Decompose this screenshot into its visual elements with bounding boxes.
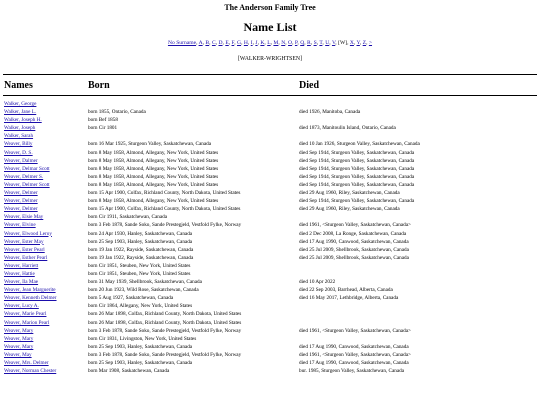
person-link[interactable]: Weaver, Ester Pearl [4,246,45,253]
name-cell [4,343,86,351]
alphabet-link[interactable]: M [273,40,279,46]
alphabet-separator: , [310,40,314,46]
alphabet-link[interactable]: P [294,40,298,46]
name-list [0,100,540,375]
person-link[interactable]: Weaver, Ila Mae [4,279,39,286]
person-link[interactable]: Weaver, Mary [4,327,34,334]
died-cell: died 29 Aug 1960, Riley, Saskatchewan, Canada [299,206,400,213]
name-cell [4,270,86,278]
page-title: Name List [243,20,297,34]
table-row [0,189,540,197]
born-cell: born 8 May 1858, Almond, Allegany, New York, United States [88,181,219,188]
born-cell: born 15 Apr 1900, Colfax, Richland County, North Dakota, United States [88,190,241,197]
alphabet-link[interactable]: G [237,40,242,46]
table-row [0,302,540,310]
table-row [0,262,540,270]
died-cell: died 1961, <Sturgeon Valley, Saskatchewan, Canada> [299,327,411,334]
alphabet-link[interactable]: X [349,40,354,46]
alphabet-link[interactable]: V [331,40,336,46]
table-row [0,221,540,229]
name-cell [4,221,86,229]
person-link[interactable]: Weaver, Esther Pearl [4,254,48,261]
name-cell [4,108,86,116]
born-cell: born Mar 1908, Saskatchewan, Canada [88,368,170,375]
alphabet-link[interactable]: No Surname [167,40,197,46]
site-title: The Anderson Family Tree [224,3,316,12]
born-cell: born 8 May 1858, Almond, Allegany, New York, United States [88,165,219,172]
name-cell [4,197,86,205]
born-cell: born Cir 1851, Steuben, New York, United States [88,270,191,277]
table-row [0,116,540,124]
alphabet-current-letter: [W] [338,40,348,46]
born-cell: born Cir 1851, Steuben, New York, United States [88,262,191,269]
person-link[interactable]: Weaver, Mary [4,335,34,342]
born-cell: born 16 Mar 1925, Sturgeon Valley, Saskatchewan, Canada [88,141,212,148]
died-cell: died 10 Jan 1926, Sturgeon Valley, Saskatchewan, Canada [299,141,420,148]
born-cell: born 20 Jun 1923, Wild Rose, Saskatchewan, Canada [88,287,199,294]
alphabet-link[interactable]: A [198,40,203,46]
died-cell: died Sep 1944, Sturgeon Valley, Saskatchewan, Canada [299,165,415,172]
alphabet-link[interactable]: C [211,40,216,46]
name-cell [4,230,86,238]
died-cell: died 1926, Manitoba, Canada [299,109,361,116]
table-row [0,343,540,351]
name-cell [4,149,86,157]
person-link[interactable]: Weaver, Delmer Scott [4,181,50,188]
table-row [0,327,540,335]
died-cell: died 17 Aug 1990, Canwood, Saskatchewan, Canada [299,360,409,366]
table-row [0,238,540,246]
alphabet-link[interactable]: Q [300,40,305,46]
name-cell [4,205,86,213]
died-cell: died Sep 1944, Sturgeon Valley, Saskatchewan, Canada [299,173,415,180]
alphabet-separator: , [247,40,251,46]
person-link[interactable]: Weaver, Elvine [4,222,36,229]
died-cell: died 25 Jul 2009, Shellbrook, Saskatchewan, Canada [299,254,409,261]
person-link[interactable]: Weaver, Elsie May [4,214,44,221]
table-row [0,254,540,262]
born-cell: born 3 Feb 1878, Sande Soko, Sande Prestegjeld, Vestfold Fylke, Norway [88,327,242,334]
alphabet-separator: , [202,40,206,46]
born-cell: born 25 Sep 1903, Hanley, Saskatchewan, Canada [88,238,193,245]
alphabet-separator: , [322,40,326,46]
table-row [0,359,540,367]
alphabet-separator: , [241,40,244,46]
column-header-born: Born [88,80,110,91]
name-cell [4,157,86,165]
alphabet-link[interactable]: B [205,40,210,46]
table-row [0,286,540,294]
alphabet-separator: , [257,40,261,46]
alphabet-separator: , [359,40,363,46]
alphabet-nav [0,40,540,46]
person-link[interactable]: Weaver, Delmer S. [4,173,44,180]
table-row [0,165,540,173]
name-cell [4,254,86,262]
alphabet-link[interactable]: K [260,40,265,46]
table-row [0,197,540,205]
born-cell: born 8 May 1858, Almond, Allegany, New York, United States [88,198,219,205]
person-link[interactable]: Weaver, Ester May [4,238,44,245]
person-link[interactable]: Weaver, Hattie [4,270,35,277]
born-cell: born 19 Jan 1922, Rayside, Saskatchewan, Canada [88,254,194,261]
table-row [0,351,540,359]
person-link[interactable]: Walker, Jane L. [4,109,37,116]
person-link[interactable]: Weaver, Harriett [4,262,39,269]
died-cell: died Sep 1944, Sturgeon Valley, Saskatchewan, Canada [299,157,415,164]
person-link[interactable]: Walker, Joseph H. [4,117,42,124]
born-cell: born 3 Feb 1878, Sande Soko, Sande Prestegjeld, Vestfold Fylke, Norway [88,222,242,229]
name-cell [4,335,86,343]
name-cell [4,189,86,197]
born-cell: born 24 Apr 1930, Hanley, Saskatchewan, Canada [88,230,193,237]
alphabet-separator: , [270,40,274,46]
died-cell: died 1873, Manitoulin Island, Ontario, Canada [299,125,396,132]
current-range: [WALKER-WRIGHTSEN] [237,56,303,62]
name-cell [4,213,86,221]
name-cell [4,124,86,132]
name-cell [4,286,86,294]
alphabet-separator: , [264,40,268,46]
table-row [0,246,540,254]
name-cell [4,310,86,318]
alphabet-link[interactable]: R [307,40,311,46]
alphabet-separator: , [196,40,199,46]
born-cell: born 25 Sep 1903, Hanley, Saskatchewan, Canada [88,360,193,366]
alphabet-link[interactable]: J [255,40,258,46]
table-row [0,157,540,165]
person-link[interactable]: Weaver, Marie Pearl [4,311,47,318]
alphabet-link[interactable]: N [281,40,286,46]
alphabet-separator: , [297,40,301,46]
name-cell [4,140,86,148]
name-cell [4,165,86,173]
person-link[interactable]: Weaver, Marion Pearl [4,319,50,326]
person-link[interactable]: Weaver, Delmar Scott [4,165,50,172]
table-row [0,173,540,181]
alphabet-link[interactable]: U [325,40,330,46]
born-cell: born Cir 1864, Allegany, New York, United States [88,303,193,310]
table-row [0,213,540,221]
table-row [0,149,540,157]
table-row [0,367,540,375]
alphabet-separator: , [335,40,339,46]
born-cell: born 26 Mar 1898, Colfax, Richland County, North Dakota, United States [88,311,242,318]
person-link[interactable]: Weaver, Jean Marguerite [4,287,56,294]
name-cell [4,116,86,124]
table-row [0,124,540,132]
person-link[interactable]: Weaver, Dalmer [4,157,38,164]
died-cell: died 1961, <Sturgeon Valley, Saskatchewan, Canada> [299,351,411,358]
table-row [0,335,540,343]
name-cell [4,132,86,140]
died-cell: died Sep 1944, Sturgeon Valley, Saskatchewan, Canada [299,198,415,205]
born-cell: born Cir 1801 [88,125,118,132]
name-cell [4,294,86,302]
name-cell [4,367,86,375]
born-cell: born 26 Mar 1898, Colfax, Richland County, North Dakota, United States [88,319,242,326]
born-cell: born 5 Aug 1927, Saskatchewan, Canada [88,295,174,302]
alphabet-separator: , [329,40,332,46]
alphabet-link[interactable]: S [313,40,317,46]
died-cell: died Sep 1944, Sturgeon Valley, Saskatchewan, Canada [299,149,415,156]
alphabet-link[interactable]: H [243,40,248,46]
person-link[interactable]: Weaver, Billy [4,141,33,148]
alphabet-separator: , [347,40,350,46]
table-row [0,205,540,213]
died-cell: died 25 Jul 2009, Shellbrook, Saskatchewan, Canada [299,246,409,253]
alphabet-link[interactable]: Y [356,40,360,46]
person-link[interactable]: Weaver, Mary [4,343,34,350]
name-cell [4,181,86,189]
alphabet-separator: , [234,40,238,46]
died-cell: died 10 Apr 2022 [299,279,336,286]
name-cell [4,302,86,310]
born-cell: born 8 May 1858, Almond, Allegany, New York, United States [88,157,219,164]
alphabet-link[interactable]: E [225,40,229,46]
alphabet-link[interactable]: O [288,40,293,46]
alphabet-link[interactable]: L [267,40,271,46]
alphabet-separator: , [285,40,289,46]
alphabet-separator: , [353,40,357,46]
name-cell [4,327,86,335]
person-link[interactable]: Weaver, Elwood Leroy [4,230,52,237]
died-cell: died 17 Aug 1990, Canwood, Saskatchewan, Canada [299,343,409,350]
table-row [0,140,540,148]
born-cell: born Bef 1858 [88,117,118,124]
person-link[interactable]: Weaver, Kenneth Delmer [4,295,57,302]
alphabet-separator: , [292,40,295,46]
alphabet-separator: , [278,40,282,46]
alphabet-link[interactable]: I [250,40,253,46]
died-cell: died 2 Dec 2008, La Ronge, Saskatchewan, Canada [299,230,407,237]
divider [3,74,537,75]
person-link[interactable]: Weaver, Delmer [4,198,38,205]
died-cell: died 22 Sep 2003, Barrhead, Alberta, Canada [299,287,393,294]
name-cell [4,173,86,181]
table-row [0,230,540,238]
person-link[interactable]: Weaver, Mrs. Delmer [4,360,49,366]
alphabet-link[interactable]: Z [362,40,367,46]
person-link[interactable]: Walker, Joseph [4,125,36,132]
alphabet-separator: , [222,40,226,46]
table-row [0,108,540,116]
table-row [0,181,540,189]
born-cell: born Cir 1831, Livingston, New York, United States [88,335,197,342]
name-cell [4,278,86,286]
alphabet-separator: , [316,40,320,46]
person-link[interactable]: Weaver, Norman Chester [4,368,57,375]
person-link[interactable]: Weaver, Delmer [4,190,38,197]
name-cell [4,238,86,246]
table-row [0,319,540,327]
column-header-died: Died [299,80,319,91]
died-cell: died Sep 1944, Sturgeon Valley, Saskatchewan, Canada [299,181,415,188]
name-cell [4,262,86,270]
born-cell: born 8 May 1858, Almond, Allegany, New York, United States [88,173,219,180]
person-link[interactable]: Walker, Sarah [4,133,34,140]
table-row [0,294,540,302]
name-cell [4,351,86,359]
person-link[interactable]: Weaver, D. S. [4,149,33,156]
alphabet-separator: , [304,40,308,46]
alphabet-separator: , [215,40,219,46]
born-cell: born Cir 1911, Saskatchewan, Canada [88,214,168,221]
alphabet-link[interactable]: > [368,40,373,46]
table-row [0,278,540,286]
alphabet-separator: , [252,40,256,46]
died-cell: died 16 May 2017, Lethbridge, Alberta, Canada [299,295,399,302]
died-cell: bur. 1985, Sturgeon Valley, Saskatchewan, Canada [299,368,405,375]
born-cell: born 8 May 1858, Almond, Allegany, New York, United States [88,149,219,156]
name-cell [4,100,86,108]
column-header-names: Names [4,80,33,91]
born-cell: born 15 Apr 1900, Colfax, Richland County, North Dakota, United States [88,206,241,213]
born-cell: born 3 Feb 1878, Sande Soko, Sande Prestegjeld, Vestfold Fylke, Norway [88,351,242,358]
person-link[interactable]: Walker, George [4,101,37,107]
alphabet-separator: , [228,40,232,46]
table-row [0,310,540,318]
born-cell: born 1855, Ontario, Canada [88,109,146,116]
born-cell: born 25 Sep 1903, Hanley, Saskatchewan, Canada [88,343,193,350]
born-cell: born 19 Jan 1922, Rayside, Saskatchewan, Canada [88,246,194,253]
name-cell [4,246,86,254]
alphabet-separator: , [209,40,212,46]
alphabet-link[interactable]: D [218,40,223,46]
died-cell: died 29 Aug 1960, Riley, Saskatchewan, Canada [299,190,400,197]
name-cell [4,319,86,327]
born-cell: born 31 May 1939, Shellbrook, Saskatchewan, Canada [88,279,202,286]
person-link[interactable]: Weaver, Lucy A. [4,303,39,310]
table-row [0,270,540,278]
person-link[interactable]: Weaver, May [4,351,32,358]
person-link[interactable]: Weaver, Delmer [4,206,38,213]
alphabet-separator: , [366,40,369,46]
died-cell: died 1961, <Sturgeon Valley, Saskatchewan, Canada> [299,222,411,229]
died-cell: died 17 Aug 1990, Canwood, Saskatchewan, Canada [299,238,409,245]
name-cell [4,359,86,367]
divider [3,95,537,96]
alphabet-link[interactable]: F [231,40,235,46]
table-row [0,132,540,140]
alphabet-link[interactable]: T [319,40,323,46]
table-row [0,100,540,108]
